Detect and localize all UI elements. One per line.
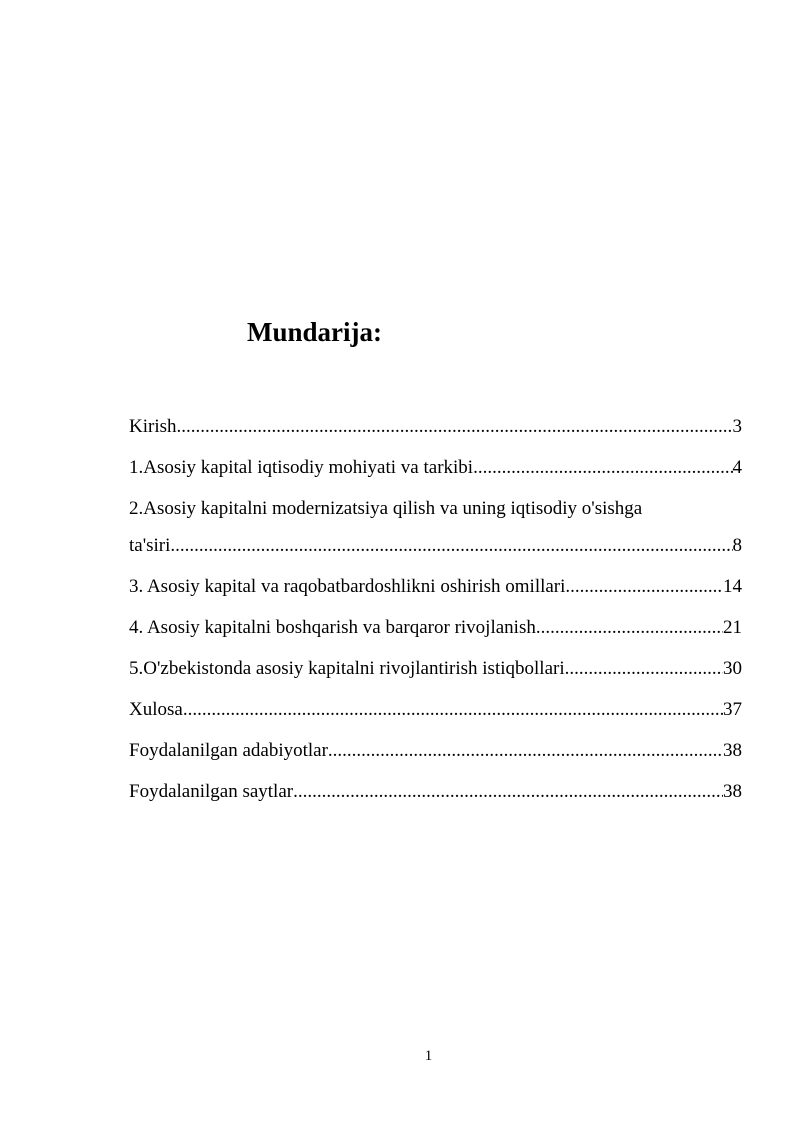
toc-leader-dots (328, 736, 723, 766)
page-title: Mundarija: (247, 317, 382, 347)
toc-leader-dots (177, 412, 733, 442)
toc-entry-text: ta'siri (129, 535, 171, 556)
toc-entry-text: 5.O'zbekistonda asosiy kapitalni rivojlantirish istiqbollari (129, 658, 565, 679)
toc-leader-dots (170, 531, 732, 561)
toc-page-number: 3 (732, 416, 742, 437)
toc-entry-adabiyotlar (129, 736, 742, 766)
toc-entry-3 (129, 572, 742, 602)
toc-leader-dots (565, 654, 723, 684)
toc-page-number: 14 (723, 576, 742, 597)
toc-entry-text: 3. Asosiy kapital va raqobatbardoshlikni oshirish omillari (129, 576, 566, 597)
toc-page-number: 38 (723, 781, 742, 802)
toc-entry-5 (129, 654, 742, 684)
toc-entry-text: Foydalanilgan saytlar (129, 781, 294, 802)
toc-entry-text: Kirish (129, 416, 177, 437)
table-of-contents (129, 412, 742, 818)
toc-entry-text: 4. Asosiy kapitalni boshqarish va barqaror rivojlanish (129, 617, 536, 638)
toc-entry-text-line1: 2.Asosiy kapitalni modernizatsiya qilish va uning iqtisodiy o'sishga (129, 498, 643, 519)
toc-entry-1 (129, 453, 742, 483)
toc-leader-dots (293, 777, 723, 807)
toc-page-number: 21 (723, 617, 742, 638)
toc-entry-xulosa (129, 695, 742, 725)
toc-leader-dots (183, 695, 723, 725)
page-number: 1 (424, 1048, 433, 1064)
toc-entry-text: Foydalanilgan adabiyotlar (129, 740, 328, 761)
toc-entry-saytlar (129, 777, 742, 807)
toc-entry-text: 1.Asosiy kapital iqtisodiy mohiyati va tarkibi (129, 457, 474, 478)
toc-page-number: 4 (732, 457, 742, 478)
toc-leader-dots (565, 572, 723, 602)
toc-page-number: 30 (723, 658, 742, 679)
toc-entry-text: Xulosa (129, 699, 183, 720)
toc-entry-2 (129, 494, 742, 561)
toc-page-number: 37 (723, 699, 742, 720)
toc-leader-dots (473, 453, 732, 483)
toc-leader-dots (536, 613, 723, 643)
toc-page-number: 8 (732, 535, 742, 556)
toc-entry-4 (129, 613, 742, 643)
toc-page-number: 38 (723, 740, 742, 761)
toc-entry-kirish (129, 412, 742, 442)
